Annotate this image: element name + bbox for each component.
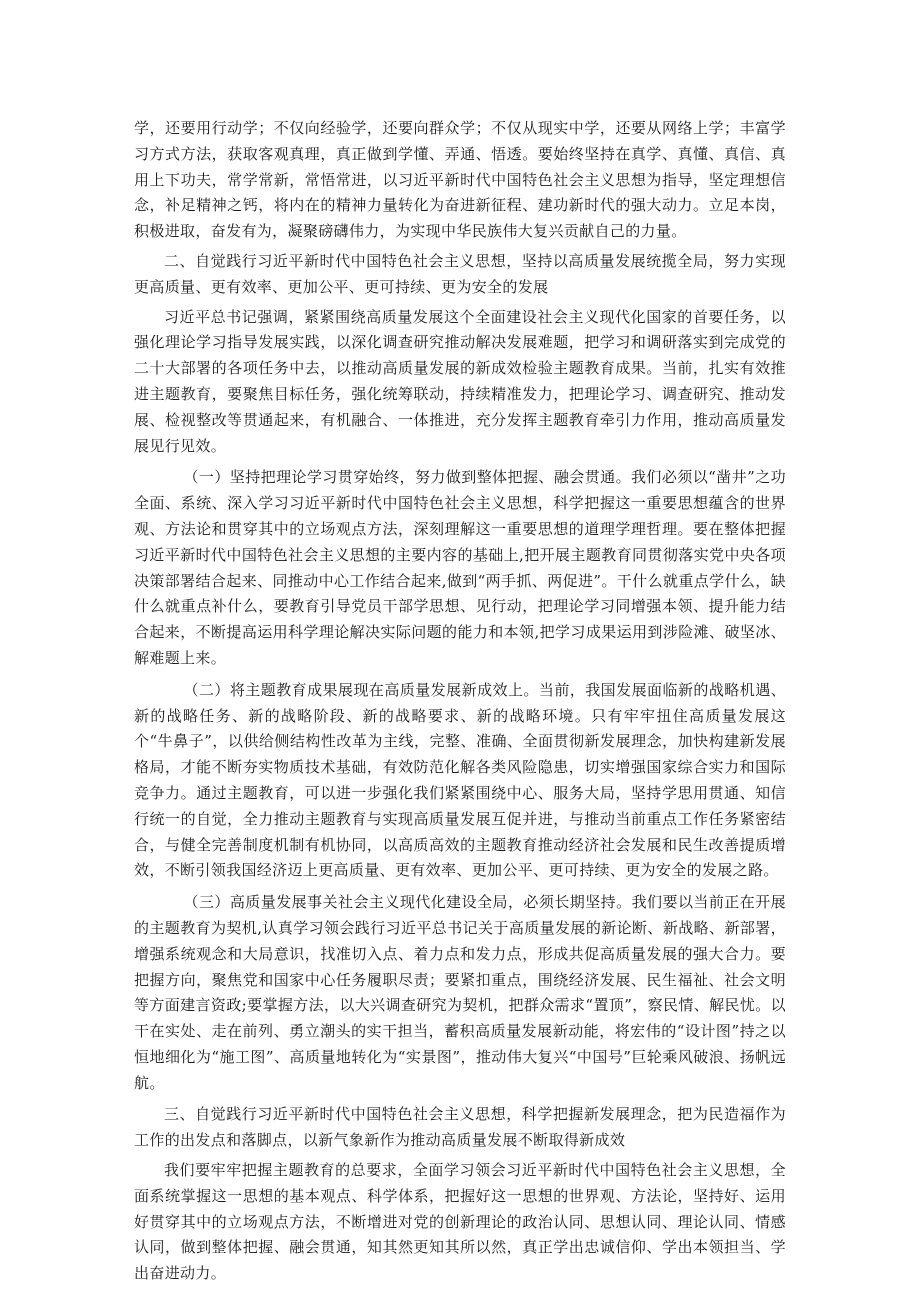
subsection-3: （三）高质量发展事关社会主义现代化建设全局，必须长期坚持。我们要以当前正在开展的主题教育为契机,认真学习领会践行习近平总书记关于高质量发展的新论断、新战略、新部署，增强系统观念和大局意识，找准切入点、着力点和发力点，形成共促高质量发展的强大合力。要把握方向，聚焦党和国家中心任务履职尽责；要紧扣重点，围绕经济发展、民生福祉、社会文明等方面建言资政;要掌握方法，以大兴调查研究为契机，把群众需求“置顶”，察民情、解民忧。以干在实处、走在前列、勇立潮头的实干担当，蓄积高质量发展新动能，将宏伟的“设计图”持之以恒地细化为“施工图”、高质量地转化为“实景图”，推动伟大复兴“中国号”巨轮乘风破浪、扬帆远航。 — [134, 893, 786, 1092]
paragraph-continuation: 学，还要用行动学；不仅向经验学，还要向群众学；不仅从现实中学，还要从网络上学；丰富学习方式方法，获取客观真理，真正做到学懂、弄通、悟透。要始终坚持在真学、真懂、真信、真用上下功夫，常学常新，常悟常进，以习近平新时代中国特色社会主义思想为指导，坚定理想信念，补足精神之钙，将内在的精神力量转化为奋进新征程、建功新时代的强大动力。立足本岗，积极进取，奋发有为，凝聚磅礴伟力，为实现中华民族伟大复兴贡献自己的力量。 — [134, 119, 786, 241]
paragraph-section-3-intro: 我们要牢牢把握主题教育的总要求，全面学习领会习近平新时代中国特色社会主义思想，全面系统掌握这一思想的基本观点、科学体系，把握好这一思想的世界观、方法论，坚持好、运用好贯穿其中的立场观点方法，不断增进对党的创新理论的政治认同、思想认同、理论认同、情感认同，做到整体把握、融会贯通，知其然更知其所以然，真正学出忠诚信仰、学出本领担当、学出奋进动力。 — [134, 1161, 786, 1283]
document-page — [134, 116, 786, 1287]
paragraph-section-2-intro: 习近平总书记强调，紧紧围绕高质量发展这个全面建设社会主义现代化国家的首要任务，以强化理论学习指导发展实践，以深化调查研究推动解决发展难题，把学习和调研落实到完成党的二十大部署的各项任务中去，以推动高质量发展的新成效检验主题教育成果。当前，扎实有效推进主题教育，要聚焦目标任务，强化统筹联动，持续精准发力，把理论学习、调查研究、推动发展、检视整改等贯通起来，有机融合、一体推进，充分发挥主题教育牵引力作用，推动高质量发展见行见效。 — [134, 307, 786, 455]
subsection-1: （一）坚持把理论学习贯穿始终，努力做到整体把握、融会贯通。我们必须以“凿井”之功全面、系统、深入学习习近平新时代中国特色社会主义思想，科学把握这一重要思想蕴含的世界观、方法论和贯穿其中的立场观点方法，深刻理解这一重要思想的道理学理哲理。要在整体把握习近平新时代中国特色社会主义思想的主要内容的基础上,把开展主题教育同贯彻落实党中央各项决策部署结合起来、同推动中心工作结合起来,做到“两手抓、两促进”。干什么就重点学什么，缺什么就重点补什么，要教育引导党员干部学思想、见行动，把理论学习同增强本领、提升能力结合起来，不断提高运用科学理论解决实际问题的能力和本领,把学习成果运用到涉险滩、破坚冰、解难题上来。 — [134, 468, 786, 667]
section-heading-2: 二、自觉践行习近平新时代中国特色社会主义思想，坚持以高质量发展统揽全局，努力实现更高质量、更有效率、更加公平、更可持续、更为安全的发展 — [134, 251, 786, 296]
section-heading-3: 三、自觉践行习近平新时代中国特色社会主义思想，科学把握新发展理念，把为民造福作为工作的出发点和落脚点，以新气象新作为推动高质量发展不断取得新成效 — [134, 1105, 786, 1150]
subsection-2: （二）将主题教育成果展现在高质量发展新成效上。当前，我国发展面临新的战略机遇、新的战略任务、新的战略阶段、新的战略要求、新的战略环境。只有牢牢扭住高质量发展这个“牛鼻子”，以供给侧结构性改革为主线，完整、准确、全面贯彻新发展理念，加快构建新发展格局，才能不断夯实物质技术基础，有效防范化解各类风险隐患，切实增强国家综合实力和国际竞争力。通过主题教育，可以进一步强化我们紧紧围绕中心、服务大局，坚持学思用贯通、知信行统一的自觉，全力推动主题教育与实现高质量发展互促并进，与推动当前重点工作任务紧密结合，与健全完善制度机制有机协同，以高质高效的主题教育推动经济社会发展和民生改善提质增效，不断引领我国经济迈上更高质量、更有效率、更加公平、更可持续、更为安全的发展之路。 — [134, 680, 786, 880]
